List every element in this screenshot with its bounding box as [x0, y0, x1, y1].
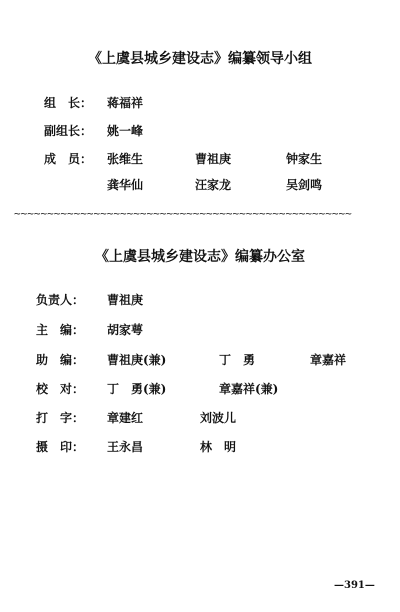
- role-label-photo-printing: 摄 印：: [36, 440, 85, 454]
- role-label-person-in-charge: 负责人：: [36, 293, 85, 307]
- name-typist: 刘波儿: [200, 411, 237, 425]
- role-label-chief-editor: 主 编：: [36, 323, 85, 337]
- role-label-typist: 打 字：: [36, 411, 85, 425]
- name-assistant-editor: 曹祖庚(兼): [107, 353, 167, 367]
- member-name: 曹祖庚: [195, 152, 232, 166]
- name-leader: 蒋福祥: [107, 96, 144, 110]
- member-name: 汪家龙: [195, 178, 232, 192]
- wavy-divider: ~~~~~~~~~~~~~~~~~~~~~~~~~~~~~~~~~~~~~~~~~~~~~~~~~~~: [14, 207, 352, 220]
- member-name: 吴剑鸣: [286, 178, 323, 192]
- role-label-leader: 组 长：: [44, 96, 93, 110]
- member-name: 张维生: [107, 152, 144, 166]
- name-typist: 章建红: [107, 411, 144, 425]
- page-number: —391—: [334, 580, 375, 591]
- name-proofreader: 丁 勇(兼): [107, 382, 167, 396]
- role-label-assistant-editor: 助 编：: [36, 353, 85, 367]
- role-label-deputy-leader: 副组长：: [44, 124, 93, 138]
- role-label-proofreader: 校 对：: [36, 382, 85, 396]
- name-photo-printing: 王永昌: [107, 440, 144, 454]
- name-person-in-charge: 曹祖庚: [107, 293, 144, 307]
- name-deputy-leader: 姚一峰: [107, 124, 144, 138]
- name-assistant-editor: 丁 勇: [219, 353, 256, 367]
- member-name: 龚华仙: [107, 178, 144, 192]
- leading-group-title: 《上虞县城乡建设志》编纂领导小组: [88, 51, 312, 67]
- name-proofreader: 章嘉祥(兼): [219, 382, 279, 396]
- name-assistant-editor: 章嘉祥: [310, 353, 347, 367]
- name-photo-printing: 林 明: [200, 440, 237, 454]
- name-chief-editor: 胡家萼: [107, 323, 144, 337]
- role-label-members: 成 员：: [44, 152, 93, 166]
- editorial-office-title: 《上虞县城乡建设志》编纂办公室: [95, 249, 305, 265]
- member-name: 钟家生: [286, 152, 323, 166]
